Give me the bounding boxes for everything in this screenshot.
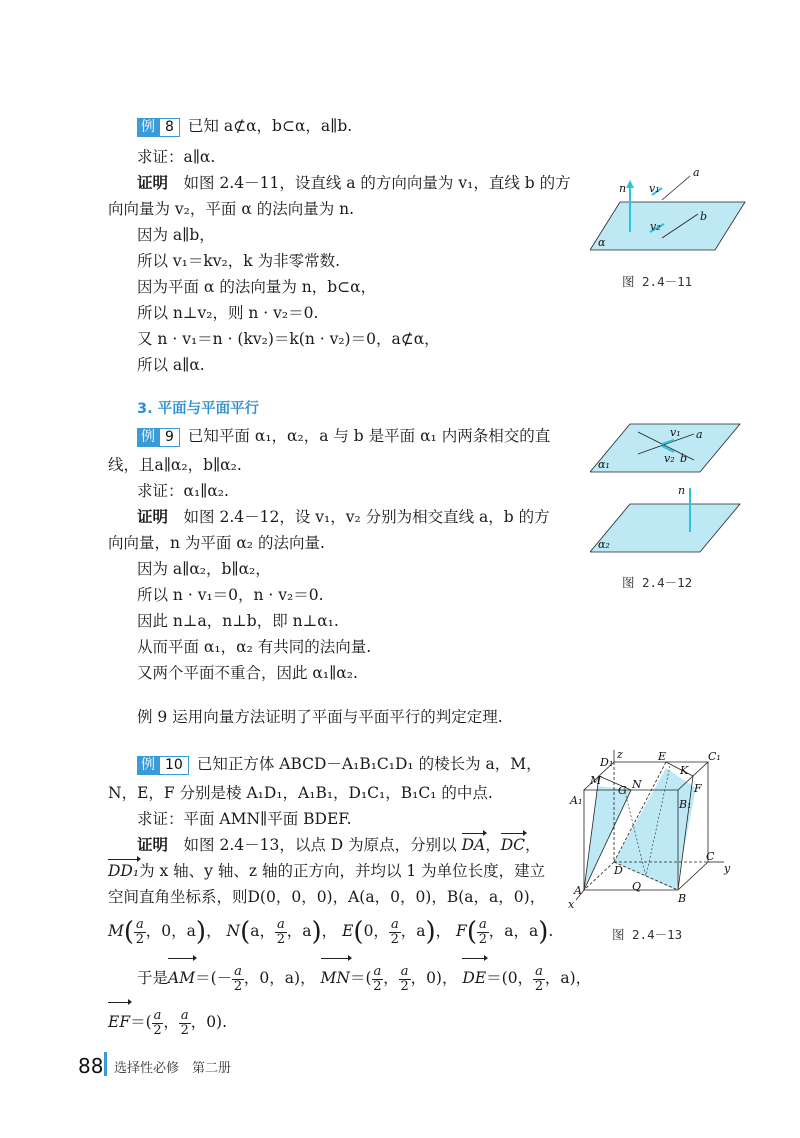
- fig12-label-alpha2: α₂: [598, 538, 610, 551]
- ex10-num: 10: [159, 756, 189, 775]
- fig13-label-E: E: [658, 750, 667, 763]
- fig13-label-A1: A₁: [570, 794, 583, 807]
- coord-F: F: [456, 922, 467, 940]
- fig13-label-G: G: [618, 784, 627, 797]
- fig13-label-Q: Q: [632, 880, 642, 893]
- vec-DD1: DD₁: [108, 862, 140, 880]
- fig11-label-a: a: [693, 166, 700, 179]
- fig11-caption: 图 2.4－11: [622, 274, 693, 289]
- ex10-vectors-line1: 于是AM＝(－ $\frac{a}{2}$ ，0，a)， MN＝( $\frac{a}{2}$ ， $\frac{a}{2}$ ，0)， DE＝(0， $\frac{a}{2}$ ，a)，: [137, 960, 591, 996]
- ex8-num: 8: [159, 118, 180, 137]
- ex10-coords-line: M( $\frac{a}{2}$ ，0，a)， N(a， $\frac{a}{2}$ ，a)， E(0， $\frac{a}{2}$ ，a)， F( $\frac{a}{2}$ ，a，a).: [108, 916, 554, 947]
- fig13-label-D1: D₁: [600, 756, 614, 769]
- line-a: [662, 176, 690, 200]
- ex8-line-1: 求证：a∥α.: [137, 148, 216, 166]
- fig13-label-C1: C₁: [708, 750, 721, 763]
- plane-alpha2: [590, 504, 740, 552]
- frac-E: $\frac{a}{2}$: [390, 916, 399, 947]
- section-3-title: 3. 平面与平面平行: [137, 401, 260, 417]
- vec-MN: MN: [321, 960, 350, 996]
- fig13-label-M: M: [590, 774, 602, 787]
- ex8-line-4: 因为 a∥b，: [137, 226, 215, 244]
- ex9-line-5: 因为 a∥α₂，b∥α₂，: [137, 560, 271, 578]
- fig13-label-N: N: [632, 778, 642, 791]
- ex9-line-6: 所以 n · v₁＝0，n · v₂＝0.: [137, 586, 324, 604]
- fig13-label-z: z: [617, 748, 623, 761]
- ex10-line-0: 已知正方体 ABCD－A₁B₁C₁D₁ 的棱长为 a，M，: [196, 755, 542, 773]
- ex10-tag: 例: [137, 756, 159, 775]
- fig11-label-n: n: [619, 182, 627, 195]
- ex10-line-5: 空间直角坐标系，则D(0，0，0)，A(a，0，0)，B(a，a，0)，: [108, 888, 546, 906]
- fig11-label-b: b: [700, 210, 708, 223]
- ex9-tag: 例: [137, 428, 159, 447]
- ex9-line-1: 线，且a∥α₂，b∥α₂.: [108, 456, 242, 474]
- page-number: 88: [78, 1054, 104, 1078]
- normal-arrow: [626, 180, 634, 188]
- footer-divider: [104, 1052, 107, 1076]
- ex9-line-7: 因此 n⊥a，n⊥b，即 n⊥α₁.: [137, 612, 339, 630]
- fig11-label-v1: v₁: [649, 182, 660, 195]
- fig13-label-F: F: [694, 782, 702, 795]
- fig13-label-y: y: [724, 862, 731, 875]
- vec-DE: DE: [462, 960, 486, 996]
- plane-alpha: [590, 202, 745, 250]
- fig13-label-B: B: [678, 892, 687, 905]
- ex9-num: 9: [159, 428, 180, 447]
- figure-2-4-11: [590, 162, 760, 262]
- ex10-line-1: N，E，F 分别是棱 A₁D₁，A₁B₁，D₁C₁，B₁C₁ 的中点.: [108, 784, 493, 802]
- coord-E: E: [342, 922, 354, 940]
- coord-M-rest: ，0，a: [145, 922, 196, 940]
- frac-F: $\frac{a}{2}$: [478, 916, 487, 947]
- ex8-header: [137, 116, 352, 137]
- ex10-axes-line: [108, 861, 545, 881]
- fig12-label-b: b: [680, 452, 688, 465]
- ex10-line-2: 求证：平面 AMN∥平面 BDEF.: [137, 810, 352, 828]
- fig13-label-B1: B₁: [679, 798, 692, 811]
- ex8-line-0: 已知 a⊄α，b⊂α，a∥b.: [187, 117, 353, 135]
- ex8-line-5: 所以 v₁＝kv₂，k 为非零常数.: [137, 252, 341, 270]
- ex9-line-2: 求证：α₁∥α₂.: [137, 482, 229, 500]
- frac-N: $\frac{a}{2}$: [276, 916, 285, 947]
- book-title: 选择性必修 第二册: [114, 1061, 232, 1076]
- fig12-label-a: a: [696, 428, 703, 441]
- fig13-label-A: A: [574, 884, 582, 897]
- ex8-proof-label: 证明: [137, 173, 169, 192]
- fig13-label-x: x: [568, 898, 575, 910]
- ex10-proof-line: 证明 如图 2.4－13，以点 D 为原点，分别以 DA，DC，: [137, 835, 541, 854]
- ex10-vectors-line2: EF＝( $\frac{a}{2}$ ， $\frac{a}{2}$ ，0).: [108, 1004, 227, 1040]
- fig11-label-v2: v₂: [650, 220, 661, 233]
- fig12-label-alpha1: α₁: [598, 458, 610, 471]
- ex9-line-8: 从而平面 α₁，α₂ 有共同的法向量.: [137, 638, 372, 656]
- ex8-proof-line: [137, 173, 571, 193]
- fig13-label-C: C: [706, 850, 715, 863]
- fig12-label-n: n: [678, 484, 686, 497]
- figure-2-4-13: [566, 748, 746, 910]
- fig12-label-v2: v₂: [664, 452, 675, 465]
- vec-DC: DC: [500, 836, 525, 854]
- ex9-line-3: 如图 2.4－12，设 v₁，v₂ 分别为相交直线 a，b 的方: [183, 508, 550, 526]
- fig12-caption: 图 2.4－12: [622, 575, 693, 590]
- fig13-label-D: D: [614, 864, 623, 877]
- edge-BC: [678, 862, 708, 890]
- figure-2-4-12: [590, 420, 760, 560]
- fig13-caption: 图 2.4－13: [612, 927, 683, 942]
- coord-N: N: [226, 922, 241, 940]
- ex9-proof-label: 证明: [137, 507, 169, 526]
- ex9-header: [137, 426, 550, 447]
- ex10-line-3: 如图 2.4－13，以点 D 为原点，分别以: [183, 836, 457, 854]
- ex8-line-8: 又 n · v₁＝n · (kv₂)＝k(n · v₂)＝0，a⊄α，: [137, 330, 440, 348]
- ex10-header: [137, 754, 542, 775]
- vec-AM: AM: [168, 960, 195, 996]
- ex8-line-7: 所以 n⊥v₂，则 n · v₂＝0.: [137, 304, 319, 322]
- ex9-line-4: 向向量，n 为平面 α₂ 的法向量.: [108, 534, 325, 552]
- ex9-line-0: 已知平面 α₁，α₂，a 与 b 是平面 α₁ 内两条相交的直: [187, 427, 551, 445]
- fig11-label-alpha: α: [598, 236, 606, 249]
- fig12-label-v1: v₁: [670, 426, 681, 439]
- ex10-line-4: 为 x 轴、y 轴、z 轴的正方向，并均以 1 为单位长度，建立: [139, 862, 546, 880]
- ex8-line-3: 向向量为 v₂，平面 α 的法向量为 n.: [108, 200, 355, 218]
- coord-M: M: [108, 922, 124, 940]
- ex8-line-2: 如图 2.4－11，设直线 a 的方向向量为 v₁，直线 b 的方: [183, 174, 571, 192]
- ex8-line-9: 所以 a∥α.: [137, 356, 205, 374]
- vec-DA: DA: [461, 836, 486, 854]
- ex9-line-9: 又两个平面不重合，因此 α₁∥α₂.: [137, 664, 358, 682]
- ex8-tag: 例: [137, 118, 159, 137]
- ex9-remark: 例 9 运用向量方法证明了平面与平面平行的判定定理.: [137, 708, 503, 726]
- ex10-proof-label: 证明: [137, 835, 169, 854]
- frac-M: $\frac{a}{2}$: [135, 916, 145, 947]
- fig13-label-K: K: [680, 764, 689, 777]
- vec-EF: EF: [108, 1004, 130, 1040]
- ex9-proof-line: [137, 507, 550, 527]
- ex8-line-6: 因为平面 α 的法向量为 n，b⊂α，: [137, 278, 377, 296]
